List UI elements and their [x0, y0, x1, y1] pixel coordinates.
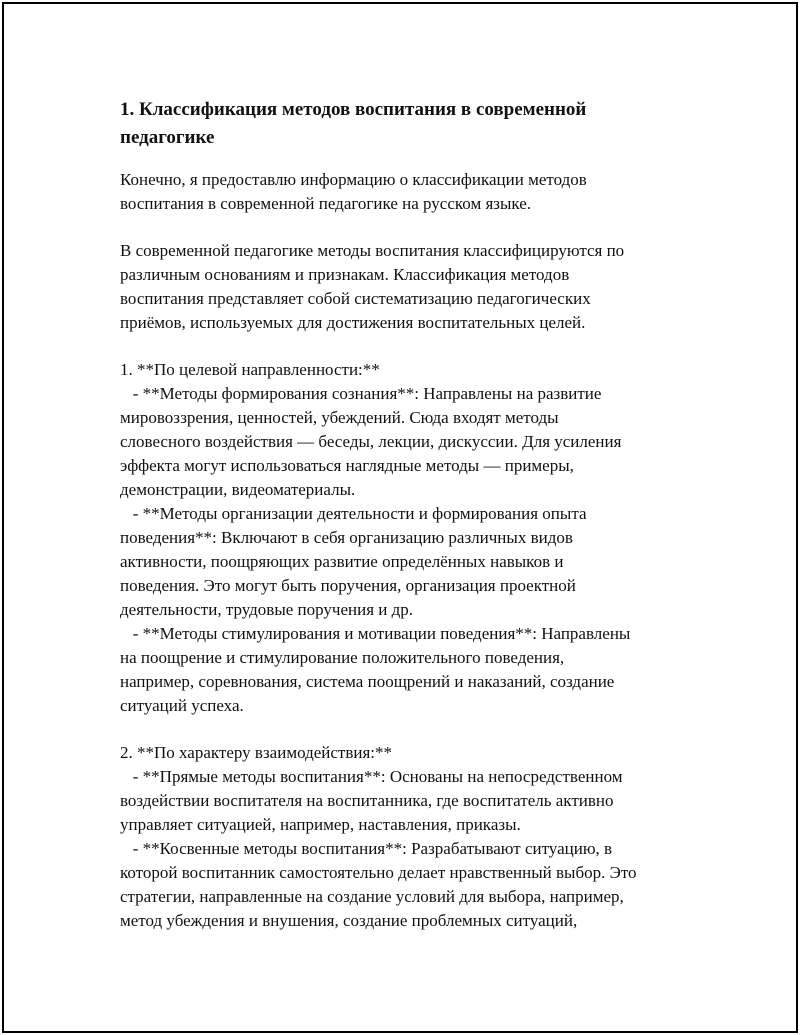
text-line: поведения**: Включают в себя организацию различных видов: [120, 528, 573, 547]
text-line: активности, поощряющих развитие определённых навыков и: [120, 552, 564, 571]
section-target-orientation: [120, 358, 700, 718]
text-line: - **Методы стимулирования и мотивации поведения**: Направлены: [120, 624, 631, 643]
text-line: Конечно, я предоставлю информацию о классификации методов: [120, 170, 587, 189]
text-line: управляет ситуацией, например, наставления, приказы.: [120, 815, 521, 834]
spacer: [120, 216, 700, 239]
section-interaction-type: [120, 741, 700, 933]
text-line: - **Прямые методы воспитания**: Основаны на непосредственном: [120, 767, 623, 786]
text-line: - **Методы формирования сознания**: Направлены на развитие: [120, 384, 602, 403]
text-line: приёмов, используемых для достижения воспитательных целей.: [120, 313, 586, 332]
text-line: воспитания в современной педагогике на русском языке.: [120, 194, 532, 213]
text-line: стратегии, направленные на создание условий для выбора, например,: [120, 887, 624, 906]
text-line: - **Методы организации деятельности и формирования опыта: [120, 504, 587, 523]
text-line: мировоззрения, ценностей, убеждений. Сюда входят методы: [120, 408, 559, 427]
text-line: словесного воздействия — беседы, лекции, дискуссии. Для усиления: [120, 432, 622, 451]
text-line: демонстрации, видеоматериалы.: [120, 480, 356, 499]
spacer: [120, 335, 700, 358]
text-line: например, соревнования, система поощрений и наказаний, создание: [120, 672, 615, 691]
spacer: [120, 718, 700, 741]
text-line: которой воспитанник самостоятельно делает нравственный выбор. Это: [120, 863, 637, 882]
text-line: 1. **По целевой направленности:**: [120, 360, 380, 379]
text-line: метод убеждения и внушения, создание проблемных ситуаций,: [120, 911, 578, 930]
text-line: 2. **По характеру взаимодействия:**: [120, 743, 393, 762]
intro-paragraph: [120, 168, 700, 216]
text-line: В современной педагогике методы воспитания классифицируются по: [120, 241, 625, 260]
document-title: 1. Классификация методов воспитания в современной педагогике: [120, 99, 587, 148]
document-body: [120, 96, 700, 933]
text-line: различным основаниям и признакам. Классификация методов: [120, 265, 570, 284]
text-line: на поощрение и стимулирование положительного поведения,: [120, 648, 565, 667]
page-frame: [2, 2, 798, 1033]
spacer: [120, 152, 700, 168]
text-line: деятельности, трудовые поручения и др.: [120, 600, 414, 619]
text-line: - **Косвенные методы воспитания**: Разрабатывают ситуацию, в: [120, 839, 613, 858]
text-line: поведения. Это могут быть поручения, организация проектной: [120, 576, 576, 595]
text-line: воздействии воспитателя на воспитанника, где воспитатель активно: [120, 791, 614, 810]
text-line: эффекта могут использоваться наглядные методы — примеры,: [120, 456, 574, 475]
overview-paragraph: [120, 239, 700, 335]
text-line: ситуаций успеха.: [120, 696, 244, 715]
text-line: воспитания представляет собой систематизацию педагогических: [120, 289, 591, 308]
